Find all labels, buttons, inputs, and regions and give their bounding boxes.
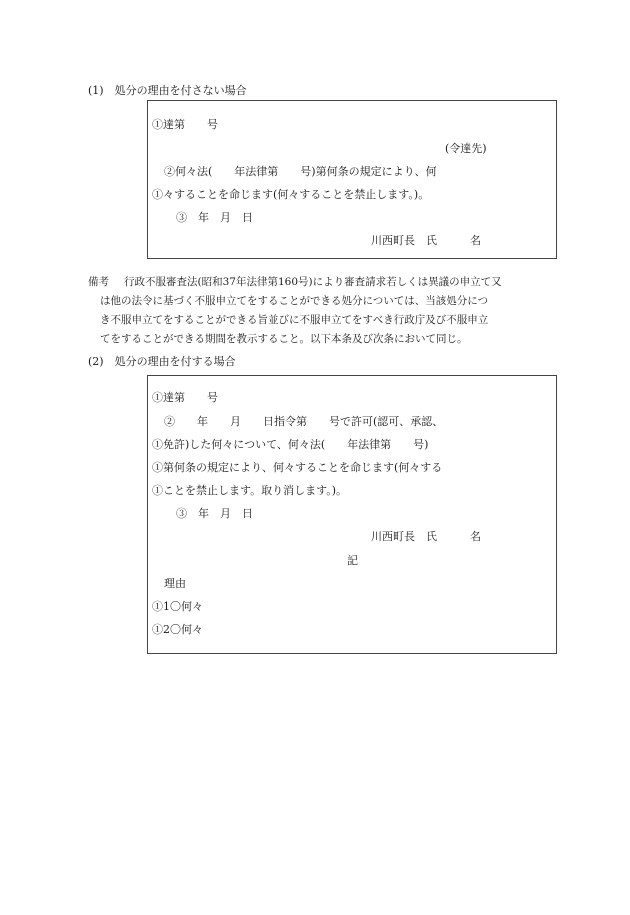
s2-body-line1: ② 年 月 日指令第 号で許可(認可、承認、 [164, 415, 444, 428]
section1-heading: (1) 処分の理由を付さない場合 [88, 84, 247, 97]
section2-heading: (2) 処分の理由を付する場合 [88, 355, 236, 368]
s1-body-line2: ①々することを命じます(何々することを禁止します。)。 [152, 188, 430, 201]
s2-notice-number: ①達第 号 [152, 391, 218, 404]
s2-reason-item-1: ①1〇何々 [152, 600, 203, 613]
s1-notice-number: ①達第 号 [152, 118, 218, 131]
s2-reason-item-2: ①2〇何々 [152, 623, 203, 636]
s2-body-line4: ①ことを禁止します。取り消します。)。 [152, 484, 348, 497]
s2-body-line3: ①第何条の規定により、何々することを命じます(何々する [152, 461, 443, 474]
s2-reason-heading: 理由 [164, 577, 186, 590]
note-line-2: は他の法令に基づく不服申立てをすることができる処分については、当該処分につ [100, 295, 489, 307]
s2-date: ③ 年 月 日 [176, 507, 253, 520]
s1-recipient: (令達先) [445, 142, 487, 155]
s1-signature: 川西町長 氏 名 [371, 234, 481, 247]
s2-ki-marker: 記 [347, 554, 358, 567]
s2-signature: 川西町長 氏 名 [371, 530, 481, 543]
s1-body-line1: ②何々法( 年法律第 号)第何条の規定により、何 [164, 165, 437, 178]
note-line-1: 行政不服審査法(昭和37年法律第160号)により審査請求若しくは異議の申立て又 [124, 276, 502, 288]
s1-date: ③ 年 月 日 [176, 211, 253, 224]
note-line-3: き不服申立てをすることができる旨並びに不服申立てをすべき行政庁及び不服申立 [100, 314, 489, 326]
note-label: 備考 [88, 276, 109, 288]
note-line-4: てをすることができる期間を教示すること。以下本条及び次条において同じ。 [100, 333, 468, 345]
s2-body-line2: ①免許)した何々について、何々法( 年法律第 号) [152, 438, 429, 451]
